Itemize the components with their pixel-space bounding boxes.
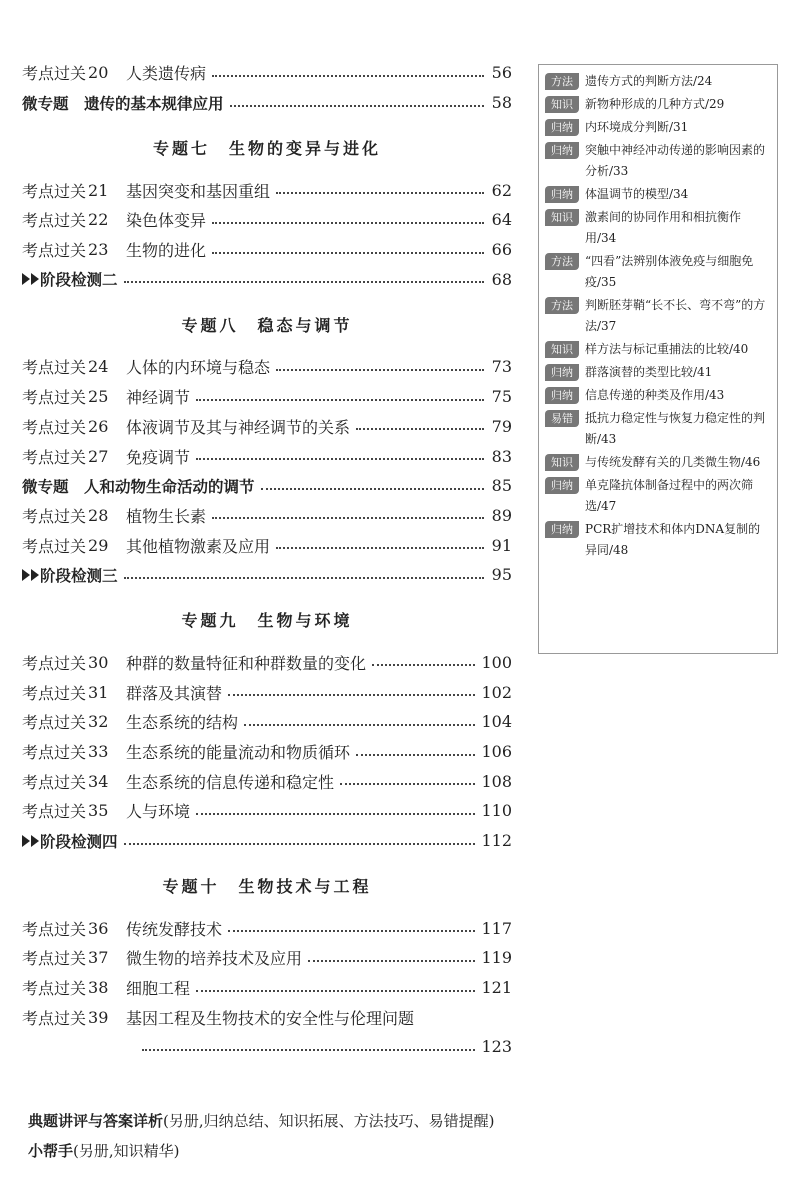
dot-leader xyxy=(196,813,475,815)
sidebar-tag: 归纳 xyxy=(545,521,579,538)
dot-leader xyxy=(340,783,475,785)
entry-title: 其他植物激素及应用 xyxy=(126,536,271,556)
entry-page: 73 xyxy=(491,357,512,377)
entry-title: 体液调节及其与神经调节的关系 xyxy=(126,417,351,437)
sidebar-item xyxy=(545,295,771,337)
entry-prefix: 考点过关 xyxy=(22,949,87,969)
toc-entry[interactable] xyxy=(22,58,512,88)
entry-title: 阶段检测四 xyxy=(40,832,118,851)
entry-page: 68 xyxy=(491,269,512,289)
toc-entry[interactable] xyxy=(22,796,512,826)
sidebar-text: 群落演替的类型比较/41 xyxy=(585,365,713,379)
dot-leader xyxy=(228,694,475,696)
entry-number: 23 xyxy=(88,240,109,260)
entry-number: 30 xyxy=(88,652,109,672)
toc-entry[interactable] xyxy=(22,235,512,265)
sidebar-item xyxy=(545,452,771,473)
dot-leader xyxy=(212,517,484,519)
entry-page: 104 xyxy=(481,712,512,732)
sidebar-item xyxy=(545,339,771,360)
sidebar-text: 信息传递的种类及作用/43 xyxy=(585,388,725,402)
entry-number: 27 xyxy=(88,446,109,466)
play-icon xyxy=(22,273,30,285)
dot-leader xyxy=(124,281,484,283)
entry-number: 22 xyxy=(88,210,109,230)
play-icon xyxy=(22,569,30,581)
play-icon xyxy=(31,273,39,285)
sidebar-tag: 易错 xyxy=(545,410,579,427)
entry-page: 106 xyxy=(481,742,512,762)
entry-title: 免疫调节 xyxy=(126,447,191,467)
entry-prefix: 考点过关 xyxy=(22,388,87,408)
entry-title: 微专题 遗传的基本规律应用 xyxy=(22,94,224,113)
entry-prefix: 考点过关 xyxy=(22,1008,87,1028)
sidebar-tag: 方法 xyxy=(545,73,579,90)
entry-number: 24 xyxy=(88,357,109,377)
toc-entry[interactable] xyxy=(22,205,512,235)
entry-page: 58 xyxy=(491,93,512,113)
sidebar-text: PCR扩增技术和体内DNA复制的异同/48 xyxy=(585,522,761,557)
sidebar-text: 激素间的协同作用和相抗衡作用/34 xyxy=(585,210,742,245)
sidebar-item xyxy=(545,140,771,182)
entry-title: 群落及其演替 xyxy=(126,683,223,703)
dot-leader xyxy=(196,399,484,401)
toc-entry[interactable] xyxy=(22,677,512,707)
sidebar-text: 突触中神经冲动传递的影响因素的分析/33 xyxy=(585,143,766,178)
footer-notes xyxy=(28,1106,495,1166)
sidebar-item xyxy=(545,408,771,450)
sidebar-text: 样方法与标记重捕法的比较/40 xyxy=(585,342,749,356)
stage-test-entry[interactable] xyxy=(22,826,512,856)
entry-prefix: 考点过关 xyxy=(22,506,87,526)
sidebar-item xyxy=(545,184,771,205)
toc-entry[interactable] xyxy=(22,175,512,205)
entry-number: 28 xyxy=(88,505,109,525)
dot-leader xyxy=(142,1049,475,1051)
entry-title: 微专题 人和动物生命活动的调节 xyxy=(22,477,255,496)
entry-page: 100 xyxy=(481,652,512,672)
entry-page: 64 xyxy=(491,210,512,230)
dot-leader xyxy=(276,369,484,371)
entry-page: 62 xyxy=(491,180,512,200)
entry-page: 56 xyxy=(491,63,512,83)
entry-number: 36 xyxy=(88,918,109,938)
dot-leader xyxy=(276,547,484,549)
entry-title: 传统发酵技术 xyxy=(126,919,223,939)
entry-page: 102 xyxy=(481,682,512,702)
dot-leader xyxy=(276,192,484,194)
entry-prefix: 考点过关 xyxy=(22,241,87,261)
entry-page: 75 xyxy=(491,387,512,407)
entry-title: 生物的进化 xyxy=(126,241,207,261)
entry-prefix: 考点过关 xyxy=(22,181,87,201)
entry-page: 85 xyxy=(491,476,512,496)
sidebar-tag: 归纳 xyxy=(545,364,579,381)
entry-number: 20 xyxy=(88,63,109,83)
sidebar-text: 新物种形成的几种方式/29 xyxy=(585,97,725,111)
stage-test-entry[interactable] xyxy=(22,560,512,590)
entry-prefix: 考点过关 xyxy=(22,802,87,822)
chapter-heading: 专题九 生物与环境 xyxy=(181,611,353,631)
entry-page: 112 xyxy=(481,831,512,851)
sidebar-text: 单克隆抗体制备过程中的两次筛选/47 xyxy=(585,478,754,513)
entry-page: 117 xyxy=(481,918,512,938)
sidebar-tag: 知识 xyxy=(545,209,579,226)
sidebar-tag: 方法 xyxy=(545,297,579,314)
sidebar-tag: 归纳 xyxy=(545,387,579,404)
toc-entry[interactable] xyxy=(22,412,512,442)
sidebar-tag: 知识 xyxy=(545,96,579,113)
toc-entry[interactable] xyxy=(22,973,512,1003)
toc-entry[interactable] xyxy=(22,1003,512,1062)
chapter-heading: 专题十 生物技术与工程 xyxy=(162,876,372,896)
sidebar-tag: 知识 xyxy=(545,341,579,358)
entry-number: 39 xyxy=(88,1007,109,1027)
entry-prefix: 考点过关 xyxy=(22,211,87,231)
sidebar-text: 体温调节的模型/34 xyxy=(585,187,689,201)
entry-page: 121 xyxy=(481,978,512,998)
dot-leader xyxy=(212,222,484,224)
sidebar-text: 与传统发酵有关的几类微生物/46 xyxy=(585,455,761,469)
dot-leader xyxy=(196,458,484,460)
chapter-heading: 专题八 稳态与调节 xyxy=(181,315,353,335)
toc-entry-line xyxy=(22,1003,512,1032)
entry-page: 110 xyxy=(481,801,512,821)
dot-leader xyxy=(261,488,484,490)
entry-page: 91 xyxy=(491,535,512,555)
entry-number: 21 xyxy=(88,180,109,200)
toc-entry[interactable] xyxy=(22,530,512,560)
dot-leader xyxy=(356,428,484,430)
sidebar-text: 内环境成分判断/31 xyxy=(585,120,689,134)
footer-answers-title: 典题讲评与答案详析 xyxy=(28,1112,164,1130)
sidebar-item xyxy=(545,94,771,115)
dot-leader xyxy=(124,577,484,579)
chapter-heading: 专题七 生物的变异与进化 xyxy=(152,138,381,158)
micro-topic-entry[interactable] xyxy=(22,88,512,118)
entry-page: 83 xyxy=(491,446,512,466)
entry-title: 植物生长素 xyxy=(126,506,207,526)
entry-title: 种群的数量特征和种群数量的变化 xyxy=(126,653,367,673)
entry-title: 阶段检测三 xyxy=(40,566,118,585)
sidebar-box xyxy=(538,64,778,654)
toc-entry-line xyxy=(22,1032,512,1062)
toc-entry[interactable] xyxy=(22,737,512,767)
entry-title: 神经调节 xyxy=(126,388,191,408)
sidebar-text: 遗传方式的判断方法/24 xyxy=(585,74,713,88)
entry-page: 123 xyxy=(481,1037,512,1056)
sidebar-item xyxy=(545,207,771,249)
footer-line-helper xyxy=(28,1136,495,1166)
footer-answers-note: (另册,归纳总结、知识拓展、方法技巧、易错提醒) xyxy=(163,1112,495,1130)
toc-entry[interactable] xyxy=(22,648,512,678)
sidebar-item xyxy=(545,385,771,406)
entry-title: 基因突变和基因重组 xyxy=(126,181,271,201)
stage-test-entry[interactable] xyxy=(22,264,512,294)
toc-entry[interactable] xyxy=(22,913,512,943)
sidebar-item xyxy=(545,475,771,517)
sidebar-item xyxy=(545,362,771,383)
footer-line-answers xyxy=(28,1106,495,1136)
entry-prefix: 考点过关 xyxy=(22,417,87,437)
entry-title: 生态系统的能量流动和物质循环 xyxy=(126,743,351,763)
entry-page: 108 xyxy=(481,771,512,791)
sidebar-tag: 方法 xyxy=(545,253,579,270)
entry-prefix: 考点过关 xyxy=(22,713,87,733)
toc-entry[interactable] xyxy=(22,766,512,796)
toc-entry[interactable] xyxy=(22,352,512,382)
entry-number: 38 xyxy=(88,978,109,998)
entry-page: 119 xyxy=(481,948,512,968)
entry-number: 33 xyxy=(88,742,109,762)
dot-leader xyxy=(230,105,484,107)
dot-leader xyxy=(228,930,475,932)
micro-topic-entry[interactable] xyxy=(22,471,512,501)
toc-entry[interactable] xyxy=(22,943,512,973)
dot-leader xyxy=(124,843,476,845)
entry-number: 34 xyxy=(88,771,109,791)
footer-helper-note: (另册,知识精华) xyxy=(73,1142,180,1160)
entry-page: 79 xyxy=(491,416,512,436)
entry-title: 染色体变异 xyxy=(126,211,207,231)
sidebar-tag: 归纳 xyxy=(545,142,579,159)
sidebar-tag: 归纳 xyxy=(545,119,579,136)
entry-number: 32 xyxy=(88,712,109,732)
entry-number: 26 xyxy=(88,416,109,436)
entry-title: 基因工程及生物技术的安全性与伦理问题 xyxy=(126,1008,415,1028)
entry-prefix: 考点过关 xyxy=(22,743,87,763)
sidebar-tag: 知识 xyxy=(545,454,579,471)
entry-prefix: 考点过关 xyxy=(22,772,87,792)
entry-number: 29 xyxy=(88,535,109,555)
entry-page: 95 xyxy=(491,565,512,585)
dot-leader xyxy=(244,724,475,726)
entry-title: 细胞工程 xyxy=(126,979,191,999)
entry-title: 生态系统的结构 xyxy=(126,713,239,733)
entry-title: 人类遗传病 xyxy=(126,64,207,84)
entry-title: 人与环境 xyxy=(126,802,191,822)
entry-title: 人体的内环境与稳态 xyxy=(126,358,271,378)
dot-leader xyxy=(212,75,484,77)
dot-leader xyxy=(196,990,475,992)
sidebar-text: 判断胚芽鞘“长不长、弯不弯”的方法/37 xyxy=(585,298,766,333)
entry-title: 微生物的培养技术及应用 xyxy=(126,949,303,969)
dot-leader xyxy=(212,252,484,254)
entry-number: 25 xyxy=(88,387,109,407)
footer-helper-title: 小帮手 xyxy=(28,1142,74,1160)
toc-entry[interactable] xyxy=(22,382,512,412)
toc-entry[interactable] xyxy=(22,441,512,471)
sidebar-item xyxy=(545,519,771,561)
play-icon xyxy=(31,835,39,847)
entry-prefix: 考点过关 xyxy=(22,536,87,556)
toc-entry[interactable] xyxy=(22,707,512,737)
entry-prefix: 考点过关 xyxy=(22,653,87,673)
sidebar-text: 抵抗力稳定性与恢复力稳定性的判断/43 xyxy=(585,411,766,446)
entry-page: 66 xyxy=(491,240,512,260)
entry-prefix: 考点过关 xyxy=(22,64,87,84)
entry-number: 31 xyxy=(88,682,109,702)
sidebar-item xyxy=(545,117,771,138)
toc-list xyxy=(22,58,512,1062)
sidebar-tag: 归纳 xyxy=(545,477,579,494)
sidebar-item xyxy=(545,71,771,92)
entry-number: 35 xyxy=(88,801,109,821)
entry-prefix: 考点过关 xyxy=(22,447,87,467)
play-icon xyxy=(22,835,30,847)
play-icon xyxy=(31,569,39,581)
entry-number: 37 xyxy=(88,948,109,968)
dot-leader xyxy=(356,754,475,756)
dot-leader xyxy=(372,664,475,666)
sidebar-text: “四看”法辨别体液免疫与细胞免疫/35 xyxy=(585,254,754,289)
entry-prefix: 考点过关 xyxy=(22,358,87,378)
entry-prefix: 考点过关 xyxy=(22,683,87,703)
entry-prefix: 考点过关 xyxy=(22,979,87,999)
sidebar-item xyxy=(545,251,771,293)
entry-title: 阶段检测二 xyxy=(40,271,118,290)
toc-entry[interactable] xyxy=(22,501,512,531)
sidebar-tag: 归纳 xyxy=(545,186,579,203)
entry-page: 89 xyxy=(491,505,512,525)
entry-title: 生态系统的信息传递和稳定性 xyxy=(126,772,335,792)
dot-leader xyxy=(308,960,475,962)
entry-prefix: 考点过关 xyxy=(22,919,87,939)
